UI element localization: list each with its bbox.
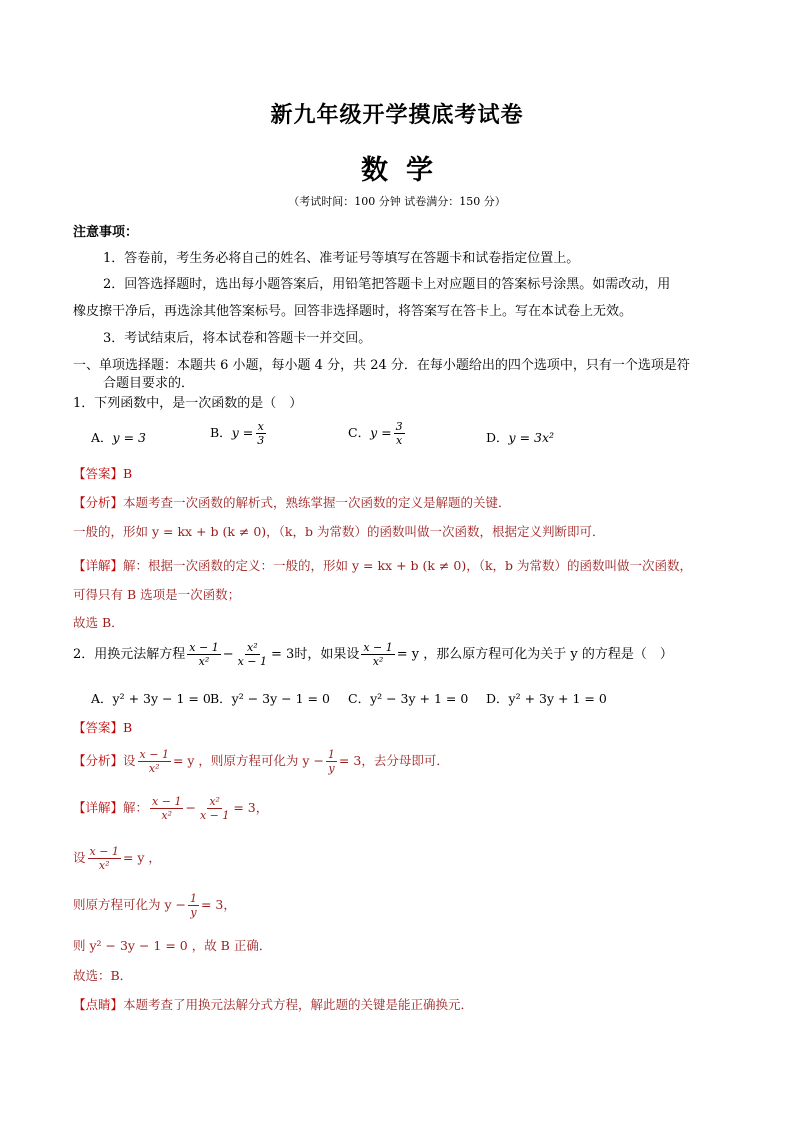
q2-comment (73, 995, 473, 1013)
q1-detail (73, 556, 692, 574)
q1-answer-value: B (123, 466, 133, 481)
q2-detail-choose: 故选：B． (73, 968, 133, 983)
q1-analysis-text: 本题考查一次函数的解析式，熟练掌握一次函数的定义是解题的关键． (123, 495, 511, 510)
q2-f3-num: x − 1 (363, 641, 393, 654)
q2-comment-tag: 【点睛】 (73, 997, 124, 1012)
q1-option-d (486, 428, 554, 446)
q2-option-d: D．y² + 3y + 1 = 0 (486, 691, 607, 706)
notice-heading: 注意事项： (73, 225, 139, 240)
q1-option-c-num: 3 (395, 420, 403, 433)
q2-detail-fraction-2 (198, 795, 231, 822)
q1-option-b-label: B． (210, 425, 232, 440)
q2-answer-value: B (123, 720, 133, 735)
q1-option-a-label: A． (91, 430, 113, 445)
q2-stem (73, 641, 673, 668)
q1-answer-tag: 【答案】 (73, 466, 124, 481)
q1-option-a-text: y = 3 (112, 430, 146, 445)
q2-detail-tag: 【详解】 (73, 800, 124, 815)
q1-option-c-lhs: y = (370, 425, 392, 440)
q2-detail-start: 解： (123, 800, 149, 815)
notice-item-3: 3．考试结束后，将本试卷和答题卡一并交回。 (103, 331, 372, 346)
q2-detail (73, 795, 268, 822)
q2-option-b: B．y² − 3y − 1 = 0 (210, 691, 330, 706)
notice-item-2b: 橡皮擦干净后，再选涂其他答案标号。回答非选择题时，将答案写在答卡上。写在本试卷上无效。 (73, 304, 633, 319)
q1-option-c (348, 420, 407, 447)
q2-analysis-tag: 【分析】 (73, 753, 124, 768)
q2-stem-middle: = 3时，如果设 (271, 647, 360, 662)
q2-then1-den: y (190, 906, 197, 919)
q2-analysis-f-den: x² (148, 762, 160, 775)
q1-analysis-definition: 一般的，形如 y = kx + b (k ≠ 0)，（k，b 为常数）的函数叫做一次函数，根据定义判断即可． (73, 524, 605, 539)
q2-detail-f2-num: x² (209, 795, 220, 808)
q2-detail-f1-num: x − 1 (152, 795, 182, 808)
section-heading-cont: 合题目要求的． (103, 376, 195, 391)
q2-analysis-f-num: x − 1 (139, 748, 169, 761)
q1-option-b-den: 3 (257, 434, 265, 447)
q1-analysis-tag: 【分析】 (73, 495, 124, 510)
q2-f1-den: x² (198, 655, 210, 668)
q1-option-b-num: x (257, 420, 264, 433)
q2-f3-den: x² (372, 655, 384, 668)
q2-detail-then1 (73, 892, 236, 919)
page-title: 新九年级开学摸底考试卷 (270, 102, 524, 128)
q1-detail-text: 解：根据一次函数的定义：一般的，形如 y = kx + b (k ≠ 0)，（k，b 为常数）的函数叫做一次函数， (123, 558, 692, 573)
q1-option-c-label: C． (348, 425, 371, 440)
q2-analysis-start: 设 (123, 753, 136, 768)
q2-analysis-a-den: y (328, 762, 335, 775)
q2-stem-minus: − (222, 647, 234, 662)
q1-option-c-den: x (395, 434, 403, 447)
q2-stem-fraction-1 (187, 641, 220, 668)
q2-detail-f1-den: x² (161, 809, 173, 822)
q1-option-b (210, 420, 268, 447)
q2-detail-fraction-1 (150, 795, 183, 822)
q1-analysis (73, 493, 511, 511)
q2-answer (73, 718, 132, 736)
subject-title: 数学 (361, 155, 451, 186)
q1-detail-line2: 可得只有 B 选项是一次函数； (73, 587, 241, 602)
q2-then1-start: 则原方程可化为 y − (73, 897, 186, 912)
q2-stem-end: = y ，那么原方程可化为关于 y 的方程是（ ） (396, 647, 673, 662)
q2-detail-f2-den: x − 1 (199, 809, 230, 822)
q2-set-end: = y ， (122, 850, 161, 865)
q2-then1-end: = 3， (200, 897, 236, 912)
q1-detail-tag: 【详解】 (73, 558, 124, 573)
notice-item-1: 1．答卷前，考生务必将自己的姓名、准考证号等填写在答题卡和试卷指定位置上。 (103, 251, 580, 266)
q1-option-d-label: D． (486, 430, 509, 445)
q2-analysis-middle: = y ，则原方程可化为 y − (172, 753, 324, 768)
q2-option-a: A．y² + 3y − 1 = 0 (91, 691, 211, 706)
q2-detail-end: = 3， (233, 800, 269, 815)
q1-option-a (91, 428, 146, 446)
q2-analysis (73, 748, 449, 775)
q1-option-c-fraction (394, 420, 405, 447)
q2-analysis-a-num: 1 (327, 748, 335, 761)
q2-detail-minus: − (185, 800, 196, 815)
q2-stem-fraction-3 (361, 641, 394, 668)
q2-answer-tag: 【答案】 (73, 720, 124, 735)
q2-detail-set (73, 845, 161, 872)
q1-option-b-fraction (255, 420, 266, 447)
q2-analysis-fraction-2 (326, 748, 337, 775)
q2-then1-fraction (188, 892, 199, 919)
q2-stem-fraction-2 (236, 641, 269, 668)
q2-set-num: x − 1 (89, 845, 119, 858)
q2-option-c: C．y² − 3y + 1 = 0 (348, 691, 469, 706)
q1-answer (73, 464, 132, 482)
q2-f2-den: x − 1 (237, 655, 268, 668)
q2-then1-num: 1 (189, 892, 197, 905)
q2-analysis-fraction-1 (138, 748, 171, 775)
q2-analysis-end: = 3，去分母即可． (338, 753, 449, 768)
q1-option-d-text: y = 3x² (508, 430, 555, 445)
q2-f2-num: x² (247, 641, 258, 654)
q2-comment-text: 本题考查了用换元法解分式方程，解此题的关键是能正确换元． (123, 997, 474, 1012)
section-heading: 一、单项选择题：本题共 6 小题，每小题 4 分，共 24 分．在每小题给出的四个选项中，只有一个选项是符 (73, 358, 690, 373)
q1-option-b-lhs: y = (231, 425, 254, 440)
q2-set-den: x² (98, 859, 110, 872)
q2-set-start: 设 (73, 850, 86, 865)
q1-stem: 1．下列函数中，是一次函数的是（ ） (73, 396, 303, 411)
q1-detail-line3: 故选 B． (73, 615, 124, 630)
exam-meta: （考试时间：100 分钟 试卷满分：150 分） (288, 195, 506, 208)
notice-item-2a: 2．回答选择题时，选出每小题答案后，用铅笔把答题卡上对应题目的答案标号涂黑。如需改动，用 (103, 277, 671, 292)
q2-stem-start: 2．用换元法解方程 (73, 647, 186, 662)
q2-set-fraction (88, 845, 121, 872)
q2-f1-num: x − 1 (189, 641, 219, 654)
q2-detail-then2: 则 y² − 3y − 1 = 0 ，故 B 正确． (73, 938, 272, 953)
